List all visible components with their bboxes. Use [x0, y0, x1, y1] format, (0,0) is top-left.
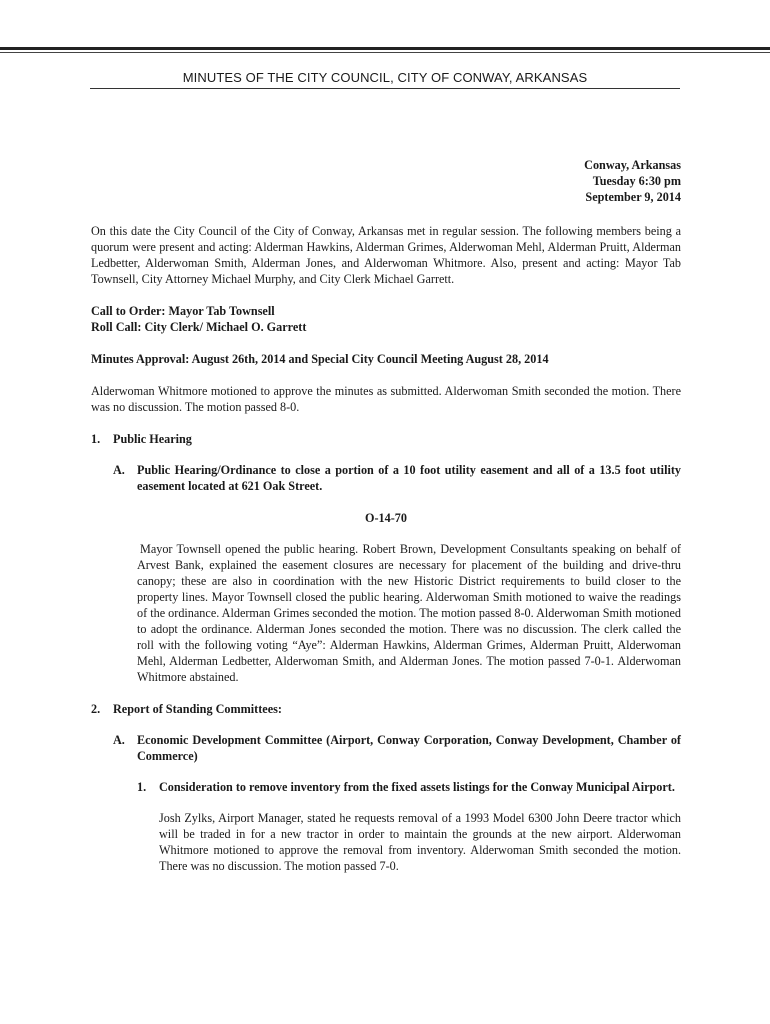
top-border-thick [0, 47, 770, 50]
intro-paragraph: On this date the City Council of the City of Conway, Arkansas met in regular session. The following members being a quorum were present and acting: Alderman Hawkins, Alderman Grimes, Alderwoman Mehl, Alderman Pruitt, Alderman Ledbetter, Alderwoman Smith, Alderman Jones, and Alderwoman Whitmore. Also, present and acting: Mayor Tab Townsell, City Attorney Michael Murphy, and City Clerk Michael Garrett. [91, 224, 681, 286]
document-body [91, 157, 681, 874]
dateline [91, 157, 681, 205]
call-to-order: Call to Order: Mayor Tab Townsell [91, 304, 275, 318]
minutes-approval-heading: Minutes Approval: August 26th, 2014 and Special City Council Meeting August 28, 2014 [91, 352, 549, 366]
section-2a-title: Economic Development Committee (Airport, Conway Corporation, Conway Development, Chamber of Commerce) [137, 733, 681, 763]
section-1a-letter: A. [113, 463, 125, 477]
section-1-title: Public Hearing [113, 432, 192, 446]
public-hearing-text: Mayor Townsell opened the public hearing. Robert Brown, Development Consultants speaking on behalf of Arvest Bank, explained the easement closures are necessary for placement of the building and drive-thru canopy; these are also in coordination with the new Historic District requirements to build closer to the property lines. Mayor Townsell closed the public hearing. Alderwoman Smith motioned to waive the readings of the ordinance. Alderman Grimes seconded the motion. The motion passed 8-0. Alderwoman Smith motioned to adopt the ordinance. Alderman Jones seconded the motion. There was no discussion. The clerk called the roll with the following voting “Aye”: Alderman Hawkins, Alderman Grimes, Alderman Pruitt, Alderwoman Mehl, Alderman Ledbetter, Alderwoman Smith, and Alderman Jones. The motion passed 7-0-1. Alderwoman Whitmore abstained. [137, 542, 681, 684]
section-1-heading [91, 431, 681, 447]
section-2a-1-number: 1. [137, 780, 147, 794]
dateline-city: Conway, Arkansas [584, 158, 681, 172]
section-2a-1-heading [137, 779, 681, 795]
section-2-heading [91, 701, 681, 717]
header-underline [90, 88, 680, 89]
section-1a-heading [113, 462, 681, 494]
roll-call: Roll Call: City Clerk/ Michael O. Garrett [91, 320, 307, 334]
section-2-title: Report of Standing Committees: [113, 702, 282, 716]
section-1a-title: Public Hearing/Ordinance to close a portion of a 10 foot utility easement and all of a 13.5 foot utility easement located at 621 Oak Street. [137, 463, 681, 493]
section-2a-1-title: Consideration to remove inventory from the fixed assets listings for the Conway Municipal Airport. [159, 780, 675, 794]
dateline-date: September 9, 2014 [585, 190, 681, 204]
section-2a-letter: A. [113, 733, 125, 747]
ordinance-number: O-14-70 [365, 511, 407, 525]
section-2a-heading [113, 732, 681, 764]
minutes-approval-text: Alderwoman Whitmore motioned to approve the minutes as submitted. Alderwoman Smith seconded the motion. There was no discussion. The motion passed 8-0. [91, 384, 681, 414]
page-header-title: MINUTES OF THE CITY COUNCIL, CITY OF CONWAY, ARKANSAS [182, 70, 588, 85]
top-border-thin [0, 52, 770, 53]
dateline-day-time: Tuesday 6:30 pm [592, 174, 681, 188]
airport-inventory-text: Josh Zylks, Airport Manager, stated he requests removal of a 1993 Model 6300 John Deere tractor which will be traded in for a new tractor in order to maintain the grounds at the new airport. Alderwoman Whitmore motioned to approve the removal from inventory. Alderwoman Smith seconded the motion. There was no discussion. The motion passed 7-0. [159, 811, 681, 873]
section-2-number: 2. [91, 702, 101, 716]
section-1-number: 1. [91, 432, 101, 446]
